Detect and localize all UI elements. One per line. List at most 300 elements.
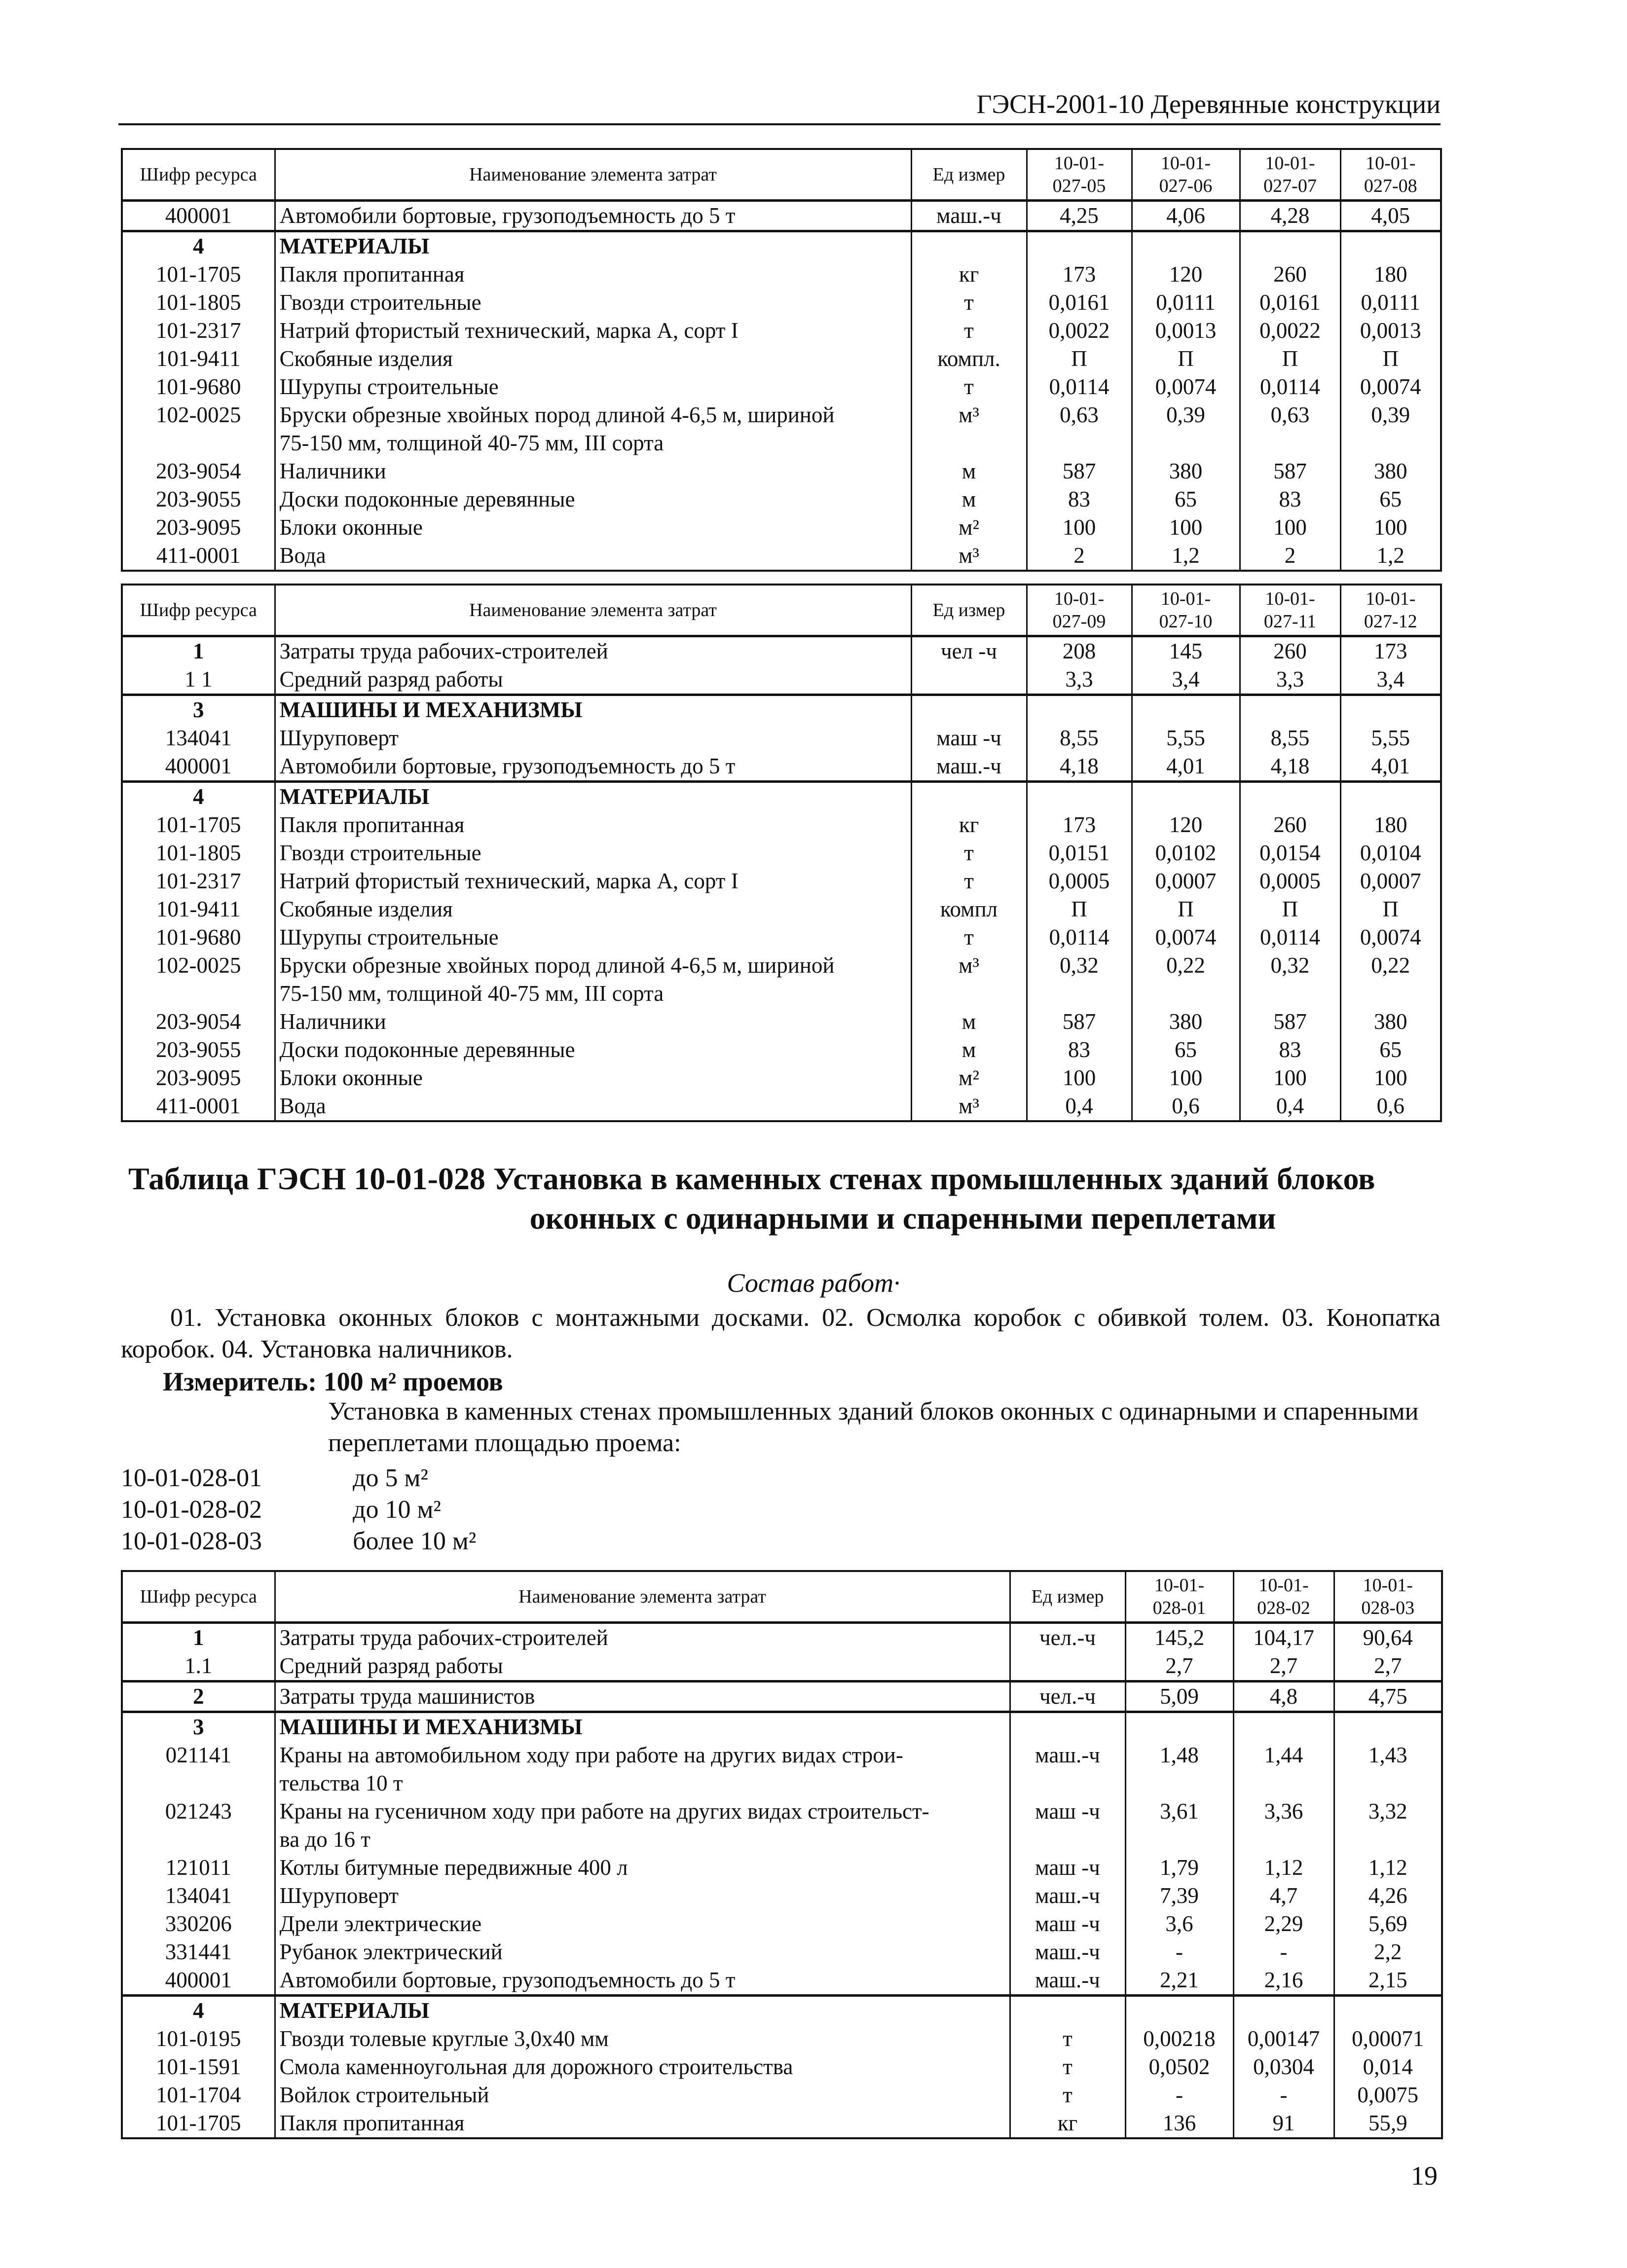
- norm-value: 3,61: [1125, 1797, 1233, 1854]
- norm-value: 0,0102: [1132, 839, 1240, 867]
- norm-value: 587: [1240, 457, 1340, 485]
- norm-value: 3,4: [1340, 665, 1441, 695]
- resource-code: 101-1705: [122, 2109, 275, 2138]
- resource-name: Скобяные изделия: [275, 895, 911, 923]
- unit: т: [911, 317, 1027, 345]
- section-title-line1: Таблица ГЭСН 10-01-028 Установка в каменных стенах промышленных зданий блоков: [128, 1161, 1375, 1196]
- norm-value: 3,36: [1233, 1797, 1334, 1854]
- resource-name: Краны на автомобильном ходу при работе на других видах строи- тельства 10 т: [275, 1741, 1010, 1797]
- resource-name: Средний разряд работы: [275, 1652, 1010, 1682]
- unit: [1010, 1996, 1125, 2025]
- resource-name: Автомобили бортовые, грузоподъемность до 5 т: [275, 201, 911, 231]
- resource-code: 101-9411: [122, 895, 275, 923]
- table-section: [122, 1712, 1442, 1996]
- resource-name: Натрий фтористый технический, марка А, сорт I: [275, 317, 911, 345]
- table-row: [122, 1652, 1442, 1682]
- table-row: [122, 1996, 1442, 2025]
- column-header: 10-01- 028-03: [1334, 1571, 1442, 1623]
- norm-value: 4,25: [1027, 201, 1132, 231]
- resource-code: 203-9095: [122, 513, 275, 542]
- table-row: [122, 724, 1441, 752]
- norm-value: П: [1340, 345, 1441, 373]
- norm-value: 145: [1132, 636, 1240, 666]
- resource-code: 121011: [122, 1854, 275, 1882]
- column-header: Шифр ресурса: [122, 585, 275, 636]
- variant-item: [121, 1526, 476, 1557]
- composition-label: Состав работ·: [727, 1268, 900, 1298]
- unit: м³: [911, 542, 1027, 571]
- norm-value: 380: [1340, 457, 1441, 485]
- resource-code: 400001: [122, 1966, 275, 1996]
- resource-name: Вода: [275, 542, 911, 571]
- table-row: [122, 201, 1441, 231]
- norm-value: 1,48: [1125, 1741, 1233, 1797]
- table-row: [122, 1712, 1442, 1742]
- norm-value: 7,39: [1125, 1882, 1233, 1910]
- table-row: [122, 1036, 1441, 1064]
- table-row: [122, 1741, 1442, 1797]
- norm-value: 180: [1340, 811, 1441, 839]
- table-section: [122, 1682, 1442, 1712]
- table-row: [122, 1797, 1442, 1854]
- variant-code: 10-01-028-03: [121, 1527, 262, 1555]
- unit: м²: [911, 1064, 1027, 1092]
- norm-value: 0,0111: [1340, 289, 1441, 317]
- norm-value: 173: [1027, 260, 1132, 289]
- table-row: [122, 401, 1441, 457]
- table-row: [122, 1910, 1442, 1938]
- column-header: 10-01- 027-10: [1132, 585, 1240, 636]
- table-row: [122, 1623, 1442, 1652]
- unit: [1010, 1712, 1125, 1742]
- table-section: [122, 201, 1441, 231]
- resource-name: Скобяные изделия: [275, 345, 911, 373]
- unit: м³: [911, 1092, 1027, 1121]
- norm-value: 4,18: [1027, 752, 1132, 782]
- norm-value: [1233, 1996, 1334, 2025]
- table-section: [122, 231, 1441, 571]
- column-header: Шифр ресурса: [122, 1571, 275, 1623]
- norm-value: 0,014: [1334, 2053, 1442, 2081]
- resource-name: Шуруповерт: [275, 1882, 1010, 1910]
- norm-value: 587: [1027, 1008, 1132, 1036]
- norm-value: 1,44: [1233, 1741, 1334, 1797]
- unit: [911, 695, 1027, 725]
- norm-value: [1027, 782, 1132, 811]
- norm-value: [1027, 231, 1132, 261]
- norm-value: 208: [1027, 636, 1132, 666]
- resource-code: 101-9411: [122, 345, 275, 373]
- norm-value: 120: [1132, 260, 1240, 289]
- resource-name: Наличники: [275, 1008, 911, 1036]
- column-header: 10-01- 027-07: [1240, 149, 1340, 201]
- table-section: [122, 695, 1441, 782]
- table-row: [122, 695, 1441, 725]
- measure-unit: Измеритель: 100 м² проемов: [163, 1367, 503, 1396]
- unit: м: [911, 1008, 1027, 1036]
- column-header: Наименование элемента затрат: [275, 149, 911, 201]
- norm-value: 587: [1027, 457, 1132, 485]
- unit: м: [911, 1036, 1027, 1064]
- resource-code: 4: [122, 1996, 275, 2025]
- norm-value: 0,63: [1027, 401, 1132, 457]
- norm-value: 0,6: [1340, 1092, 1441, 1121]
- norm-value: 2,29: [1233, 1910, 1334, 1938]
- norm-value: [1334, 1712, 1442, 1742]
- norm-value: 65: [1340, 485, 1441, 513]
- norm-value: 0,0104: [1340, 839, 1441, 867]
- norm-value: 0,0007: [1132, 867, 1240, 895]
- table-row: [122, 317, 1441, 345]
- unit: т: [911, 289, 1027, 317]
- norm-value: П: [1240, 895, 1340, 923]
- resource-code: 101-2317: [122, 317, 275, 345]
- column-header: 10-01- 027-05: [1027, 149, 1132, 201]
- norm-value: [1233, 1712, 1334, 1742]
- norm-value: [1240, 782, 1340, 811]
- unit: [911, 665, 1027, 695]
- norm-value: 0,0154: [1240, 839, 1340, 867]
- norm-value: 173: [1027, 811, 1132, 839]
- resource-name: Шуруповерт: [275, 724, 911, 752]
- table-section: [122, 636, 1441, 695]
- resource-code: 3: [122, 695, 275, 725]
- unit: маш -ч: [1010, 1797, 1125, 1854]
- norm-value: -: [1233, 1938, 1334, 1966]
- resource-code: 4: [122, 782, 275, 811]
- table-row: [122, 951, 1441, 1008]
- resource-table-027-09-12: [121, 584, 1442, 1122]
- section-title: [118, 1159, 1441, 1238]
- resource-name: Краны на гусеничном ходу при работе на других видах строительст- ва до 16 т: [275, 1797, 1010, 1854]
- table-section: [122, 1996, 1442, 2139]
- norm-value: П: [1027, 345, 1132, 373]
- unit: т: [911, 373, 1027, 401]
- norm-value: 0,0304: [1233, 2053, 1334, 2081]
- norm-value: 4,05: [1340, 201, 1441, 231]
- norm-value: 0,0075: [1334, 2081, 1442, 2109]
- resource-name: МАТЕРИАЛЫ: [275, 782, 911, 811]
- norm-value: 0,0074: [1132, 923, 1240, 951]
- resource-name: Смола каменноугольная для дорожного строительства: [275, 2053, 1010, 2081]
- norm-value: 0,0502: [1125, 2053, 1233, 2081]
- resource-name: Войлок строительный: [275, 2081, 1010, 2109]
- norm-value: 380: [1132, 1008, 1240, 1036]
- norm-value: 180: [1340, 260, 1441, 289]
- table-row: [122, 895, 1441, 923]
- resource-name: Гвозди строительные: [275, 839, 911, 867]
- table-row: [122, 1682, 1442, 1712]
- column-header: Наименование элемента затрат: [275, 585, 911, 636]
- table-row: [122, 457, 1441, 485]
- norm-value: 104,17: [1233, 1623, 1334, 1652]
- norm-value: 0,22: [1340, 951, 1441, 1008]
- table-row: [122, 782, 1441, 811]
- unit: т: [1010, 2025, 1125, 2053]
- norm-value: 0,0114: [1240, 373, 1340, 401]
- norm-value: 2,2: [1334, 1938, 1442, 1966]
- resource-name: Наличники: [275, 457, 911, 485]
- table-row: [122, 752, 1441, 782]
- norm-value: -: [1233, 2081, 1334, 2109]
- table-row: [122, 289, 1441, 317]
- table-row: [122, 923, 1441, 951]
- column-header: 10-01- 027-11: [1240, 585, 1340, 636]
- resource-name: Блоки оконные: [275, 513, 911, 542]
- unit: маш -ч: [1010, 1854, 1125, 1882]
- column-header: Ед измер: [1010, 1571, 1125, 1623]
- variant-item: [121, 1463, 476, 1494]
- resource-name: Затраты труда рабочих-строителей: [275, 636, 911, 666]
- resource-name: Блоки оконные: [275, 1064, 911, 1092]
- variant-code: 10-01-028-01: [121, 1464, 262, 1492]
- resource-name: Средний разряд работы: [275, 665, 911, 695]
- variants-list: [121, 1463, 476, 1557]
- norm-value: 0,0022: [1027, 317, 1132, 345]
- norm-value: 0,63: [1240, 401, 1340, 457]
- resource-code: 101-2317: [122, 867, 275, 895]
- table-row: [122, 345, 1441, 373]
- norm-value: 2: [1240, 542, 1340, 571]
- column-header: 10-01- 028-02: [1233, 1571, 1334, 1623]
- norm-value: 0,0013: [1340, 317, 1441, 345]
- table-row: [122, 839, 1441, 867]
- table-row: [122, 636, 1441, 666]
- resource-code: 411-0001: [122, 542, 275, 571]
- norm-value: 5,69: [1334, 1910, 1442, 1938]
- resource-code: 101-9680: [122, 923, 275, 951]
- column-header: 10-01- 027-12: [1340, 585, 1441, 636]
- table-row: [122, 1938, 1442, 1966]
- resource-name: Котлы битумные передвижные 400 л: [275, 1854, 1010, 1882]
- norm-value: 0,0007: [1340, 867, 1441, 895]
- resource-code: 400001: [122, 752, 275, 782]
- unit: м: [911, 457, 1027, 485]
- unit: [911, 231, 1027, 261]
- resource-table-027-05-08: [121, 148, 1442, 572]
- norm-value: 55,9: [1334, 2109, 1442, 2138]
- norm-value: 4,06: [1132, 201, 1240, 231]
- column-header: 10-01- 027-08: [1340, 149, 1441, 201]
- unit: маш -ч: [1010, 1910, 1125, 1938]
- table-row: [122, 867, 1441, 895]
- resource-name: Гвозди толевые круглые 3,0х40 мм: [275, 2025, 1010, 2053]
- norm-value: 65: [1340, 1036, 1441, 1064]
- resource-code: 101-1705: [122, 260, 275, 289]
- norm-value: 380: [1340, 1008, 1441, 1036]
- norm-value: 4,01: [1340, 752, 1441, 782]
- norm-value: 5,55: [1340, 724, 1441, 752]
- resource-name: МАТЕРИАЛЫ: [275, 1996, 1010, 2025]
- unit: маш.-ч: [911, 201, 1027, 231]
- table-header-row: [122, 1571, 1442, 1623]
- resource-code: 203-9055: [122, 485, 275, 513]
- column-header: 10-01- 027-09: [1027, 585, 1132, 636]
- table-row: [122, 2053, 1442, 2081]
- norm-value: 0,0161: [1027, 289, 1132, 317]
- norm-value: 260: [1240, 636, 1340, 666]
- variant-code: 10-01-028-02: [121, 1496, 262, 1524]
- resource-code: 2: [122, 1682, 275, 1712]
- norm-value: 8,55: [1027, 724, 1132, 752]
- unit: чел.-ч: [1010, 1623, 1125, 1652]
- norm-value: 260: [1240, 260, 1340, 289]
- unit: чел -ч: [911, 636, 1027, 666]
- norm-value: 1,79: [1125, 1854, 1233, 1882]
- resource-name: Бруски обрезные хвойных пород длиной 4-6,5 м, шириной 75-150 мм, толщиной 40-75 мм, III сорта: [275, 401, 911, 457]
- unit: кг: [911, 811, 1027, 839]
- table-row: [122, 260, 1441, 289]
- resource-name: Рубанок электрический: [275, 1938, 1010, 1966]
- resource-name: Доски подоконные деревянные: [275, 485, 911, 513]
- norm-value: 8,55: [1240, 724, 1340, 752]
- norm-value: 120: [1132, 811, 1240, 839]
- resource-code: 203-9095: [122, 1064, 275, 1092]
- norm-value: 0,0005: [1027, 867, 1132, 895]
- resource-code: 021141: [122, 1741, 275, 1797]
- table-row: [122, 2109, 1442, 2138]
- norm-value: 5,55: [1132, 724, 1240, 752]
- norm-value: 145,2: [1125, 1623, 1233, 1652]
- resource-name: Пакля пропитанная: [275, 2109, 1010, 2138]
- variant-label: более 10 м²: [353, 1527, 477, 1555]
- resource-code: 101-1704: [122, 2081, 275, 2109]
- norm-value: 83: [1027, 1036, 1132, 1064]
- resource-code: 1.1: [122, 1652, 275, 1682]
- resource-code: 101-1805: [122, 839, 275, 867]
- resource-table-028: [121, 1570, 1443, 2139]
- column-header: Ед измер: [911, 149, 1027, 201]
- composition-text: 01. Установка оконных блоков с монтажными досками. 02. Осмолка коробок с обивкой толем. 03. Конопатка коробок. 04. Установка наличников.: [121, 1304, 1441, 1363]
- norm-value: 100: [1340, 1064, 1441, 1092]
- norm-value: 5,09: [1125, 1682, 1233, 1712]
- unit: т: [1010, 2053, 1125, 2081]
- table-row: [122, 373, 1441, 401]
- norm-value: 2,15: [1334, 1966, 1442, 1996]
- resource-name: Автомобили бортовые, грузоподъемность до 5 т: [275, 1966, 1010, 1996]
- norm-value: 4,18: [1240, 752, 1340, 782]
- norm-value: 0,6: [1132, 1092, 1240, 1121]
- norm-value: 2: [1027, 542, 1132, 571]
- norm-value: 100: [1340, 513, 1441, 542]
- norm-value: 4,75: [1334, 1682, 1442, 1712]
- resource-name: Шурупы строительные: [275, 373, 911, 401]
- norm-value: [1240, 231, 1340, 261]
- section-title-line2: оконных с одинарными и спаренными переплетами: [529, 1201, 1276, 1236]
- norm-value: 100: [1027, 513, 1132, 542]
- resource-name: Гвозди строительные: [275, 289, 911, 317]
- norm-value: 83: [1240, 1036, 1340, 1064]
- norm-value: 1,2: [1340, 542, 1441, 571]
- table-row: [122, 665, 1441, 695]
- norm-value: 4,8: [1233, 1682, 1334, 1712]
- norm-value: 3,3: [1240, 665, 1340, 695]
- table-row: [122, 542, 1441, 571]
- table-row: [122, 2081, 1442, 2109]
- running-header: ГЭСН-2001-10 Деревянные конструкции: [118, 89, 1441, 125]
- resource-code: 134041: [122, 1882, 275, 1910]
- unit: м³: [911, 401, 1027, 457]
- norm-value: 173: [1340, 636, 1441, 666]
- norm-value: 65: [1132, 1036, 1240, 1064]
- norm-value: [1334, 1996, 1442, 2025]
- norm-value: 4,01: [1132, 752, 1240, 782]
- variant-label: до 5 м²: [353, 1464, 428, 1492]
- unit: т: [911, 839, 1027, 867]
- norm-value: 0,0111: [1132, 289, 1240, 317]
- norm-value: 65: [1132, 485, 1240, 513]
- unit: чел.-ч: [1010, 1682, 1125, 1712]
- norm-value: 0,0022: [1240, 317, 1340, 345]
- norm-value: П: [1132, 345, 1240, 373]
- unit: кг: [911, 260, 1027, 289]
- norm-value: 83: [1027, 485, 1132, 513]
- resource-name: Затраты труда рабочих-строителей: [275, 1623, 1010, 1652]
- resource-name: МАШИНЫ И МЕХАНИЗМЫ: [275, 695, 911, 725]
- resource-code: 102-0025: [122, 951, 275, 1008]
- norm-value: 0,4: [1027, 1092, 1132, 1121]
- norm-value: 0,00147: [1233, 2025, 1334, 2053]
- norm-value: [1240, 695, 1340, 725]
- resource-code: 411-0001: [122, 1092, 275, 1121]
- unit: маш.-ч: [1010, 1966, 1125, 1996]
- norm-value: 0,0114: [1027, 373, 1132, 401]
- norm-value: 1,2: [1132, 542, 1240, 571]
- norm-value: 0,0114: [1240, 923, 1340, 951]
- table-row: [122, 2025, 1442, 2053]
- resource-code: 400001: [122, 201, 275, 231]
- resource-name: Доски подоконные деревянные: [275, 1036, 911, 1064]
- norm-value: 83: [1240, 485, 1340, 513]
- resource-name: Затраты труда машинистов: [275, 1682, 1010, 1712]
- norm-value: [1340, 231, 1441, 261]
- column-header: Наименование элемента затрат: [275, 1571, 1010, 1623]
- norm-value: П: [1240, 345, 1340, 373]
- unit: [1010, 1652, 1125, 1682]
- unit: маш -ч: [911, 724, 1027, 752]
- norm-value: 100: [1132, 513, 1240, 542]
- norm-value: 0,0114: [1027, 923, 1132, 951]
- page-number: 19: [1411, 2161, 1438, 2191]
- norm-value: 0,00218: [1125, 2025, 1233, 2053]
- norm-value: [1340, 782, 1441, 811]
- norm-value: 100: [1132, 1064, 1240, 1092]
- column-header: Шифр ресурса: [122, 149, 275, 201]
- norm-value: 0,0005: [1240, 867, 1340, 895]
- norm-value: 4,28: [1240, 201, 1340, 231]
- norm-value: 0,0074: [1340, 923, 1441, 951]
- resource-code: 1 1: [122, 665, 275, 695]
- unit: м²: [911, 513, 1027, 542]
- norm-value: 3,6: [1125, 1910, 1233, 1938]
- unit: м: [911, 485, 1027, 513]
- norm-value: 2,7: [1125, 1652, 1233, 1682]
- norm-value: П: [1340, 895, 1441, 923]
- resource-name: МАТЕРИАЛЫ: [275, 231, 911, 261]
- table-row: [122, 1008, 1441, 1036]
- norm-value: 90,64: [1334, 1623, 1442, 1652]
- norm-value: 0,0151: [1027, 839, 1132, 867]
- norm-value: 2,21: [1125, 1966, 1233, 1996]
- norm-value: 91: [1233, 2109, 1334, 2138]
- unit: кг: [1010, 2109, 1125, 2138]
- table-section: [122, 1623, 1442, 1682]
- norm-value: [1125, 1712, 1233, 1742]
- unit: т: [911, 923, 1027, 951]
- table-row: [122, 1064, 1441, 1092]
- norm-value: 1,43: [1334, 1741, 1442, 1797]
- column-header: Ед измер: [911, 585, 1027, 636]
